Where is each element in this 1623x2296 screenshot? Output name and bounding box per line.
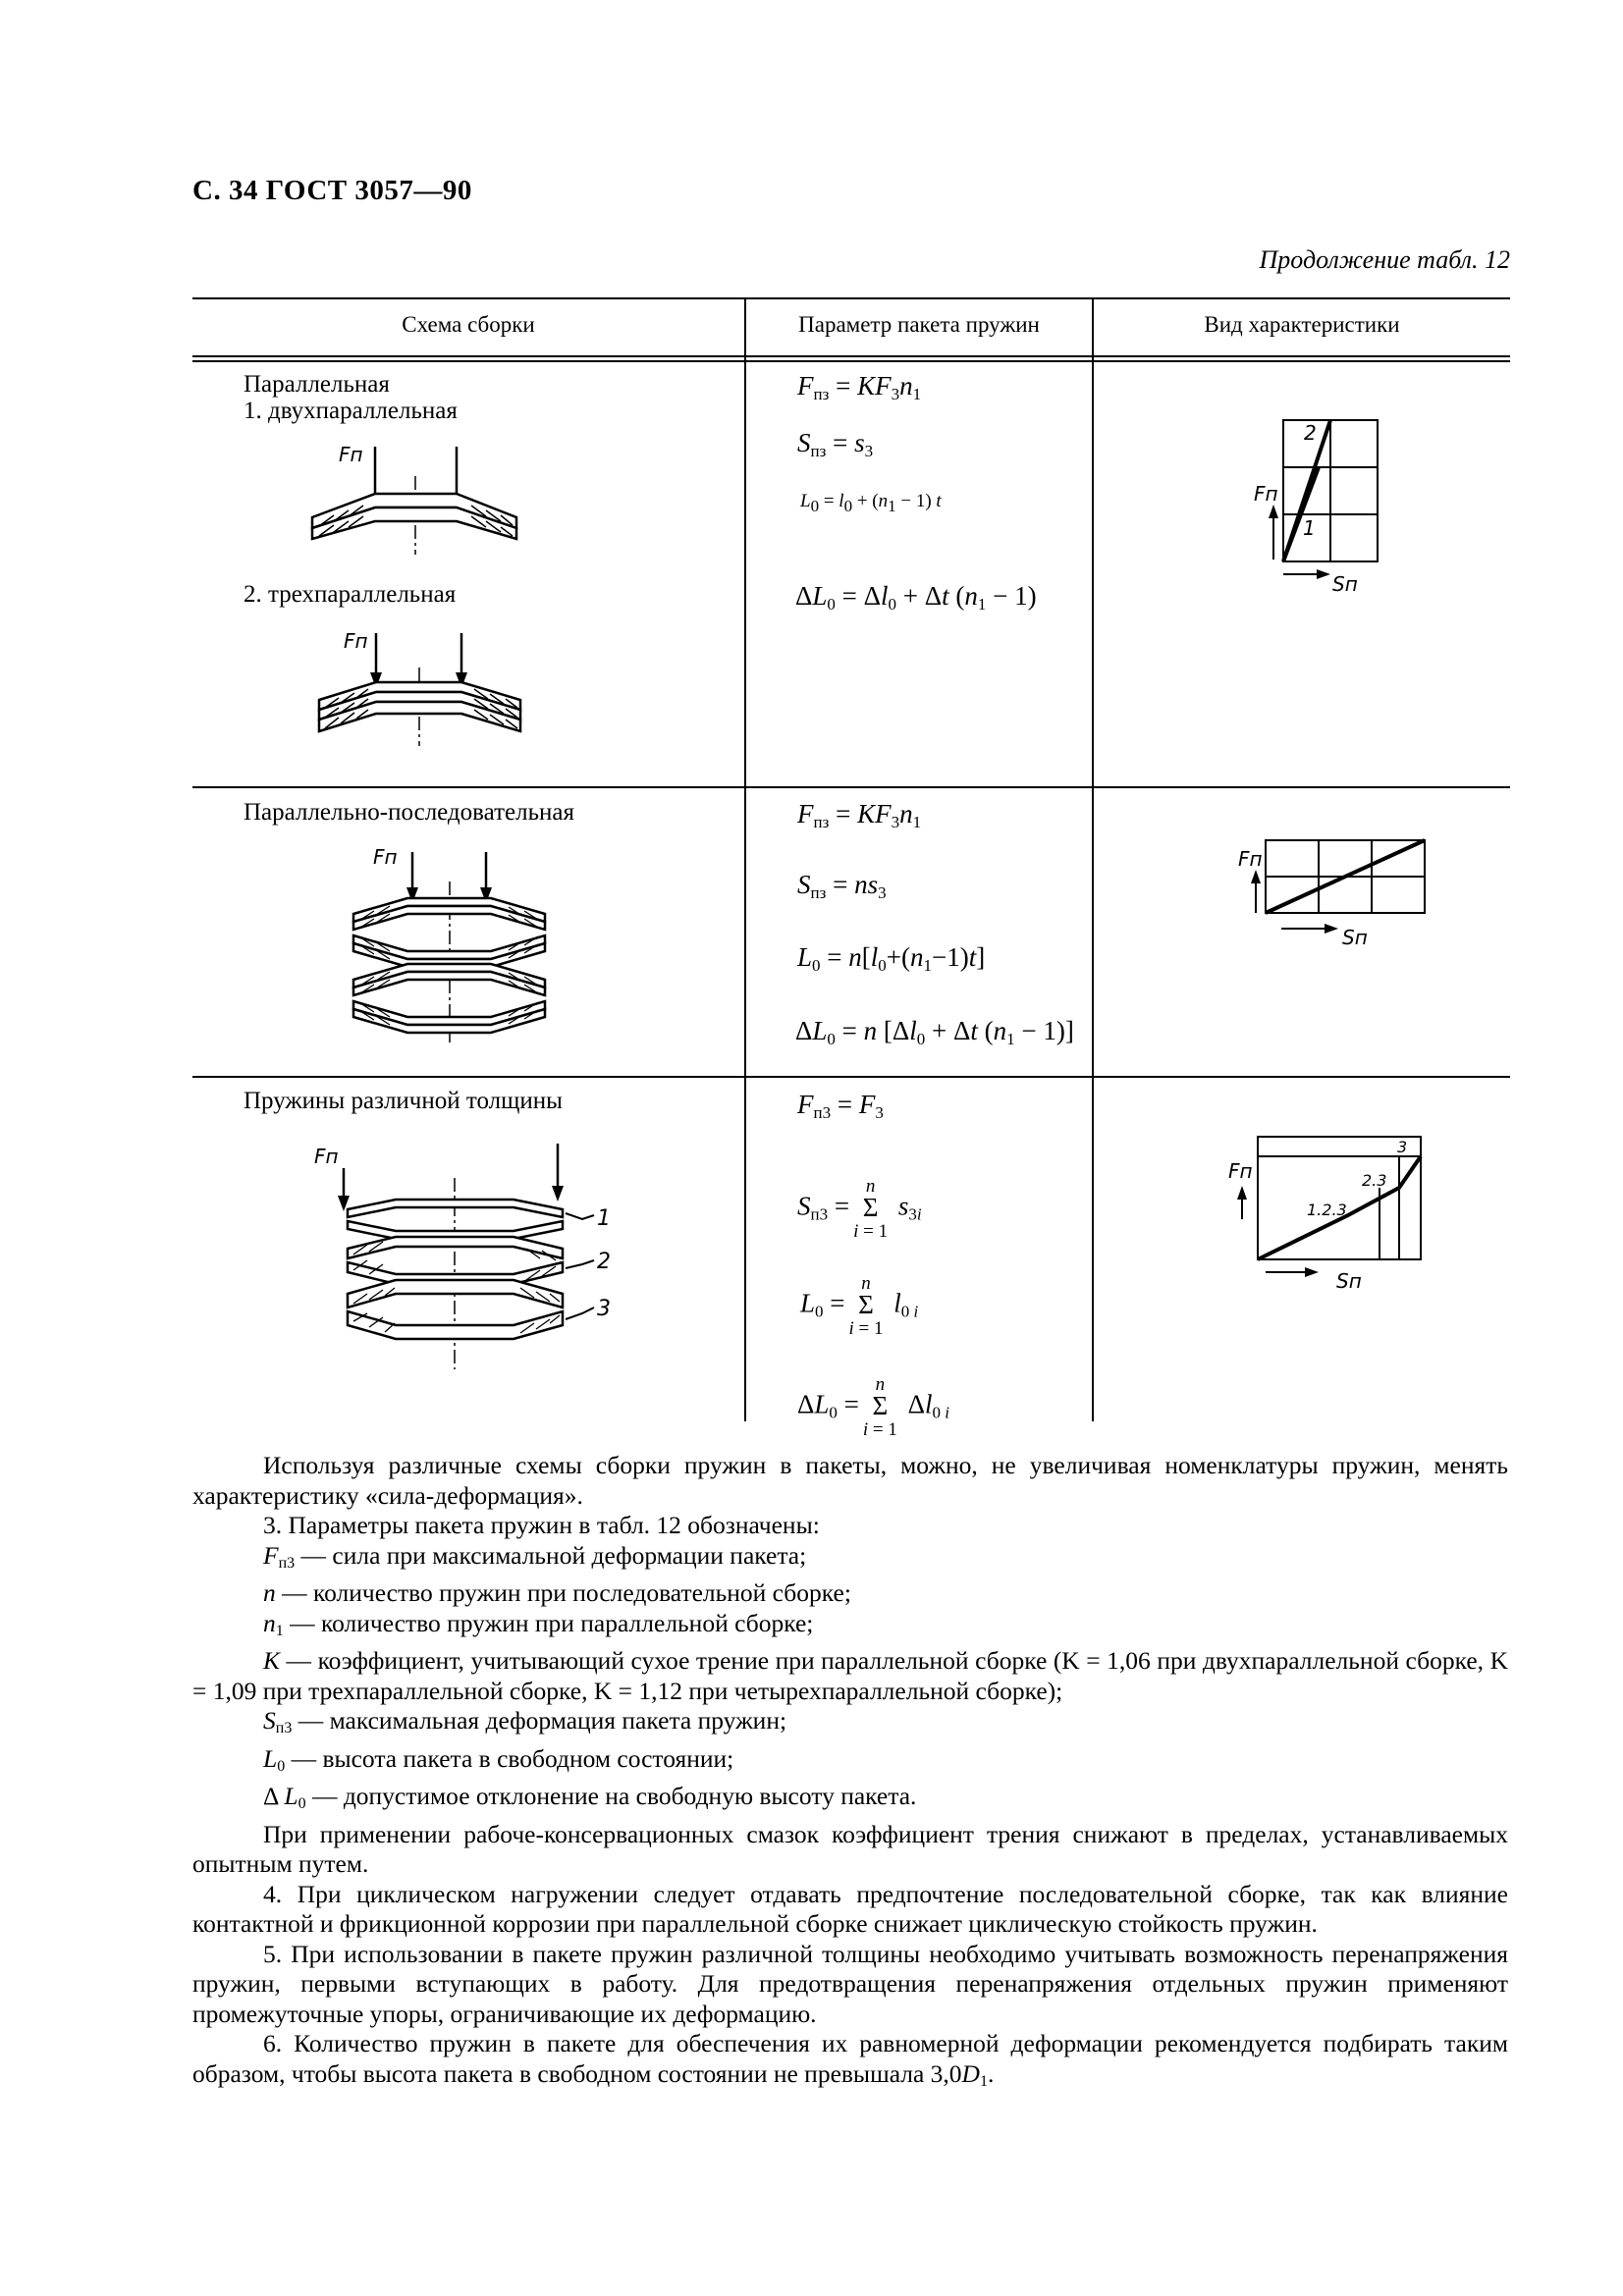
spring-label-3: 3 — [597, 1297, 611, 1321]
row-divider-2 — [192, 1076, 1510, 1078]
row1-formula-tolerance: $\Delta L_0 = \Delta l_0 + \Delta t$ $(n_1 - 1)$ — [795, 581, 1037, 614]
row2-formula-deformation: $S_{пз} = ns_3$ — [797, 870, 887, 902]
deformation-axis-label: Sп — [1332, 572, 1358, 596]
header-rule-1 — [192, 355, 1510, 357]
definition-n1: $n_1$ — количество пружин при параллельной сборке; — [263, 1608, 814, 1639]
curve-label-2-3: 2.3 — [1362, 1171, 1387, 1190]
definition-k: K — коэффициент, учитывающий сухое трение при параллельной сборке (K = 1,06 при двухпараллельной сборке, K = 1,09 при трехпараллельной сборке, K = 1,12 при четырехпараллельной сборке); — [192, 1646, 1508, 1705]
definition-delta-l0: Δ $L_0$ — допустимое отклонение на свободную высоту пакета. — [263, 1782, 917, 1812]
row1-subtitle-2: 2. трехпараллельная — [243, 581, 457, 608]
row2-formula-height: $L_0 = n[l_0+(n_1-1)t]$ — [797, 942, 986, 975]
row1-characteristic-chart — [1242, 412, 1409, 599]
row2-characteristic-chart — [1232, 832, 1438, 960]
paragraph-3-intro: 3. Параметры пакета пружин в табл. 12 обозначены: — [263, 1511, 820, 1539]
row3-formula-height: $L_0 =n$ Σ i = 1 $l_{0 i}$ — [800, 1273, 919, 1339]
force-label: Fп — [314, 1145, 339, 1168]
spring-label-1: 1 — [597, 1206, 611, 1231]
three-parallel-spring-figure — [299, 623, 535, 751]
paragraph-assembly-schemes: Используя различные схемы сборки пружин в пакеты, можно, не увеличивая номенклатуры пружин, менять характеристику «сила-деформация». — [192, 1451, 1508, 1510]
row1-subtitle-1: 1. двухпараллельная — [243, 398, 458, 424]
header-rule-2 — [192, 360, 1510, 362]
table-continuation-note: Продолжение табл. 12 — [1259, 245, 1510, 274]
row1-title: Параллельная — [243, 371, 390, 398]
definition-s: $S_{п3}$ — максимальная деформация пакета пружин; — [263, 1706, 787, 1736]
row2-formula-tolerance: $\Delta L_0 = n$ [$\Delta l_0 + \Delta t$ $(n_1 - 1)$] — [795, 1016, 1074, 1048]
row3-characteristic-chart — [1222, 1129, 1438, 1296]
row1-formula-deformation: $S_{пз} = s_3$ — [797, 428, 874, 460]
row1-formula-height: $L_0 = l_0 + (n_1 - 1)$ t — [800, 491, 942, 515]
curve-label-2: 2 — [1304, 421, 1317, 445]
table-top-rule — [192, 297, 1510, 299]
force-axis-label: Fп — [1254, 482, 1278, 506]
definition-force: $F_{п3}$ — сила при максимальной деформации пакета; — [263, 1540, 807, 1572]
force-label: Fп — [373, 845, 398, 869]
parallel-series-spring-figure — [349, 842, 565, 1048]
curve-label-1: 1 — [1303, 516, 1316, 540]
paragraph-5: 5. При использовании в пакете пружин различной толщины необходимо учитывать возможность перенапряжения пружин, первыми вступающих в работу. Для предотвращения перенапряжения отдельных пружин применяют промежуточные упоры, ограничивающие их деформацию. — [192, 1939, 1508, 2028]
curve-label-3: 3 — [1397, 1138, 1408, 1156]
force-label: Fп — [344, 629, 368, 653]
row1-formula-force: $F_{пз} = KF_3n_1$ — [797, 371, 922, 403]
explanatory-text — [192, 1451, 1508, 2097]
column-divider-1 — [744, 297, 746, 1421]
deformation-axis-label: Sп — [1336, 1269, 1362, 1293]
deformation-axis-label: Sп — [1342, 926, 1368, 949]
paragraph-6: 6. Количество пружин в пакете для обеспечения их равномерной деформации рекомендуется подбирать таким образом, чтобы высота пакета в свободном состоянии не превышала $3,0D_1$. — [192, 2029, 1508, 2090]
row2-formula-force: $F_{пз} = KF_3n_1$ — [797, 799, 922, 831]
row3-formula-deformation: $S_{п3} =n$ Σ i = 1 $s_{3i}$ — [797, 1176, 922, 1242]
force-axis-label: Fп — [1238, 847, 1263, 871]
row-divider-1 — [192, 786, 1510, 788]
force-label: Fп — [339, 443, 363, 466]
spring-label-2: 2 — [597, 1250, 611, 1274]
column-header-parameter: Параметр пакета пружин — [798, 312, 1040, 337]
row2-title: Параллельно-последовательная — [243, 799, 574, 826]
column-header-characteristic: Вид характеристики — [1204, 312, 1400, 337]
row3-formula-tolerance: $\Delta L_0 =n$ Σ i = 1 $\Delta l_{0 i}$ — [797, 1374, 950, 1440]
force-axis-label: Fп — [1228, 1159, 1253, 1183]
definition-n: n — количество пружин при последовательной сборке; — [263, 1578, 851, 1607]
paragraph-lubricants: При применении рабоче-консервационных смазок коэффициент трения снижают в пределах, устанавливаемых опытным путем. — [192, 1819, 1508, 1878]
two-parallel-spring-figure — [295, 437, 530, 564]
row3-title: Пружины различной толщины — [243, 1088, 563, 1114]
definition-l0: $L_0$ — высота пакета в свободном состоянии; — [263, 1743, 734, 1775]
curve-label-1-2-3: 1.2.3 — [1307, 1201, 1347, 1219]
different-thickness-spring-figure — [312, 1139, 626, 1374]
page-title: С. 34 ГОСТ 3057—90 — [192, 175, 472, 206]
column-header-scheme: Схема сборки — [402, 312, 535, 337]
column-divider-2 — [1092, 297, 1094, 1421]
row3-formula-force: $F_{п3} = F_3$ — [797, 1090, 884, 1122]
paragraph-4: 4. При циклическом нагружении следует отдавать предпочтение последовательной сборке, так как влияние контактной и фрикционной коррозии при параллельной сборке снижает циклическую стойкость пружин. — [192, 1879, 1508, 1938]
